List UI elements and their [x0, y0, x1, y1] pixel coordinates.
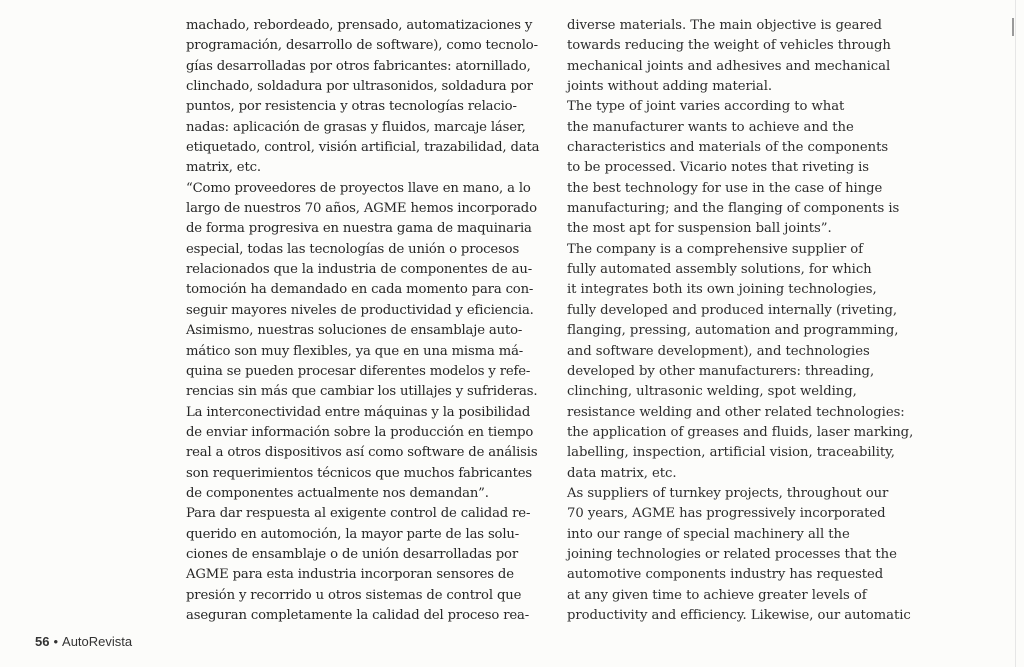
text-line: flanging, pressing, automation and programming, [567, 323, 899, 339]
text-line: puntos, por resistencia y otras tecnologías relacio- [186, 99, 517, 115]
text-line: the manufacturer wants to achieve and the [567, 119, 854, 135]
text-line: especial, todas las tecnologías de unión o procesos [186, 241, 520, 257]
text-line: to be processed. Vicario notes that riveting is [567, 160, 870, 176]
text-line: largo de nuestros 70 años, AGME hemos incorporado [186, 201, 537, 217]
text-line: data matrix, etc. [567, 465, 677, 481]
text-line: at any given time to achieve greater levels of [567, 587, 867, 603]
text-line: automotive components industry has requested [567, 567, 884, 583]
text-line: into our range of special machinery all the [567, 526, 850, 542]
text-line: the best technology for use in the case of hinge [567, 180, 883, 196]
text-line: diverse materials. The main objective is geared [567, 18, 882, 33]
text-line: 70 years, AGME has progressively incorporated [567, 506, 886, 522]
text-line: joints without adding material. [567, 79, 773, 95]
text-line: manufacturing; and the flanging of components is [567, 201, 900, 217]
publication-name: AutoRevista [62, 634, 133, 649]
text-line: “Como proveedores de proyectos llave en mano, a lo [186, 180, 531, 196]
text-line: fully developed and produced internally (riveting, [567, 302, 898, 318]
footer-separator: • [53, 634, 59, 649]
text-line: de forma progresiva en nuestra gama de maquinaria [186, 221, 532, 237]
text-line: mático son muy flexibles, ya que en una misma má- [186, 343, 524, 359]
text-line: fully automated assembly solutions, for which [567, 262, 872, 278]
text-line: Para dar respuesta al exigente control de calidad re- [186, 506, 531, 522]
text-line: productivity and efficiency. Likewise, our automatic [567, 607, 911, 623]
text-line: querido en automoción, la mayor parte de las solu- [186, 526, 520, 542]
text-line: son requerimientos técnicos que muchos fabricantes [186, 465, 532, 481]
text-line: presión y recorrido u otros sistemas de control que [186, 587, 522, 603]
text-line: gías desarrolladas por otros fabricantes: atornillado, [186, 58, 531, 74]
text-line: resistance welding and other related technologies: [567, 404, 905, 420]
scan-edge-mark [1012, 18, 1014, 36]
text-line: seguir mayores niveles de productividad y eficiencia. [186, 302, 534, 318]
text-line: Asimismo, nuestras soluciones de ensamblaje auto- [186, 323, 523, 339]
text-line: the most apt for suspension ball joints”. [567, 221, 832, 237]
text-line: etiquetado, control, visión artificial, trazabilidad, data [186, 140, 540, 156]
text-line: The type of joint varies according to what [567, 99, 845, 115]
text-line: the application of greases and fluids, laser marking, [567, 424, 914, 440]
text-line: real a otros dispositivos así como software de análisis [186, 445, 538, 461]
text-line: and software development), and technologies [567, 343, 870, 359]
english-text-column [567, 16, 947, 626]
text-line: towards reducing the weight of vehicles through [567, 38, 891, 54]
text-line: mechanical joints and adhesives and mechanical [567, 58, 891, 74]
text-line: tomoción ha demandado en cada momento para con- [186, 282, 534, 298]
text-line: developed by other manufacturers: threading, [567, 363, 875, 379]
text-line: quina se pueden procesar diferentes modelos y refe- [186, 363, 531, 379]
text-line: aseguran completamente la calidad del proceso rea- [186, 607, 530, 623]
page-edge-divider [1015, 0, 1016, 667]
text-line: The company is a comprehensive supplier of [567, 241, 863, 257]
text-line: labelling, inspection, artificial vision, traceability, [567, 445, 895, 461]
text-line: clinchado, soldadura por ultrasonidos, soldadura por [186, 79, 533, 95]
text-line: nadas: aplicación de grasas y fluidos, marcaje láser, [186, 119, 526, 135]
page-number: 56 [35, 634, 50, 649]
text-line: As suppliers of turnkey projects, throughout our [567, 485, 889, 501]
text-line: programación, desarrollo de software), como tecnolo- [186, 38, 538, 54]
text-line: joining technologies or related processes that the [567, 546, 897, 562]
text-line: La interconectividad entre máquinas y la posibilidad [186, 404, 531, 420]
text-line: AGME para esta industria incorporan sensores de [186, 567, 514, 583]
page-footer [35, 634, 132, 649]
text-line: characteristics and materials of the components [567, 140, 889, 156]
text-line: de enviar información sobre la producción en tiempo [186, 424, 534, 440]
text-line: rencias sin más que cambiar los utillajes y sufrideras. [186, 384, 538, 400]
text-line: it integrates both its own joining technologies, [567, 282, 877, 298]
text-line: machado, rebordeado, prensado, automatizaciones y [186, 18, 533, 33]
text-line: matrix, etc. [186, 160, 261, 176]
text-line: relacionados que la industria de componentes de au- [186, 262, 533, 278]
text-line: de componentes actualmente nos demandan”. [186, 485, 489, 501]
spanish-text-column [186, 16, 556, 626]
text-line: clinching, ultrasonic welding, spot welding, [567, 384, 857, 400]
text-line: ciones de ensamblaje o de unión desarrolladas por [186, 546, 518, 562]
